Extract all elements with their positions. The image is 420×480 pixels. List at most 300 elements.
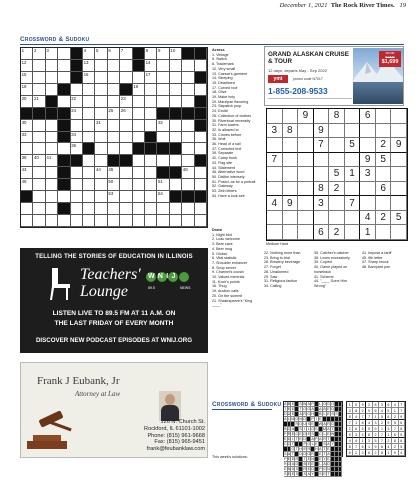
- crossword-cell[interactable]: [182, 72, 194, 84]
- crossword-cell[interactable]: [195, 132, 207, 144]
- crossword-cell[interactable]: [83, 179, 95, 191]
- crossword-cell[interactable]: [157, 48, 169, 60]
- crossword-cell[interactable]: [157, 96, 169, 108]
- crossword-cell[interactable]: [83, 132, 95, 144]
- crossword-cell[interactable]: [46, 191, 58, 203]
- crossword-cell[interactable]: [33, 72, 45, 84]
- crossword-cell[interactable]: [83, 167, 95, 179]
- crossword-cell[interactable]: [120, 143, 132, 155]
- crossword-cell[interactable]: [108, 143, 120, 155]
- crossword-cell[interactable]: [95, 84, 107, 96]
- crossword-cell[interactable]: [71, 84, 83, 96]
- crossword-cell[interactable]: [58, 72, 70, 84]
- sudoku-cell[interactable]: [391, 182, 407, 197]
- crossword-cell[interactable]: [21, 132, 33, 144]
- sudoku-cell[interactable]: [298, 138, 314, 153]
- crossword-cell[interactable]: [170, 96, 182, 108]
- lawyer-fax: Fax: (815) 965-9451: [154, 439, 205, 446]
- crossword-cell[interactable]: [182, 132, 194, 144]
- crossword-cell[interactable]: [182, 96, 194, 108]
- solution-letter: E: [327, 457, 330, 461]
- crossword-cell[interactable]: [21, 203, 33, 215]
- sudoku-cell[interactable]: [267, 138, 283, 153]
- crossword-cell[interactable]: [46, 72, 58, 84]
- crossword-cell[interactable]: [83, 120, 95, 132]
- crossword-cell[interactable]: [33, 203, 45, 215]
- crossword-cell[interactable]: [95, 167, 107, 179]
- sudoku-cell[interactable]: 9: [298, 109, 314, 124]
- sudoku-cell[interactable]: [376, 109, 392, 124]
- crossword-cell[interactable]: [120, 120, 132, 132]
- sudoku-cell[interactable]: 5: [391, 211, 407, 226]
- sudoku-cell[interactable]: [391, 124, 407, 139]
- crossword-cell[interactable]: [182, 155, 194, 167]
- crossword-cell[interactable]: [95, 108, 107, 120]
- crossword-cell[interactable]: [83, 96, 95, 108]
- lawyer-contact: [119, 419, 205, 453]
- crossword-cell[interactable]: [33, 96, 45, 108]
- crossword-cell[interactable]: [133, 108, 145, 120]
- sudoku-cell[interactable]: 9: [314, 124, 330, 139]
- crossword-cell[interactable]: [58, 215, 70, 227]
- crossword-cell[interactable]: [71, 179, 83, 191]
- crossword-cell[interactable]: [170, 132, 182, 144]
- crossword-cell[interactable]: [120, 48, 132, 60]
- crossword-cell[interactable]: [157, 120, 169, 132]
- crossword-cell[interactable]: [120, 72, 132, 84]
- lawyer-ad[interactable]: [20, 362, 208, 458]
- crossword-cell[interactable]: [145, 48, 157, 60]
- lawyer-phone[interactable]: Phone: (815) 961-9668: [147, 432, 205, 439]
- crossword-cell[interactable]: [83, 203, 95, 215]
- crossword-cell[interactable]: [46, 84, 58, 96]
- crossword-cell[interactable]: [46, 167, 58, 179]
- crossword-cell[interactable]: [133, 179, 145, 191]
- crossword-cell[interactable]: [157, 155, 169, 167]
- crossword-cell[interactable]: [108, 108, 120, 120]
- solution-sudoku-cell: 4: [399, 450, 405, 456]
- crossword-cell[interactable]: [95, 179, 107, 191]
- crossword-cell[interactable]: [21, 72, 33, 84]
- crossword-cell[interactable]: [83, 215, 95, 227]
- crossword-cell[interactable]: [195, 84, 207, 96]
- clue-item: 14. Sleeping: [212, 76, 233, 81]
- crossword-cell[interactable]: [133, 120, 145, 132]
- crossword-cell[interactable]: [46, 203, 58, 215]
- crossword-cell[interactable]: [71, 203, 83, 215]
- crossword-cell[interactable]: [133, 215, 145, 227]
- crossword-cell[interactable]: [33, 143, 45, 155]
- crossword-cell[interactable]: [46, 215, 58, 227]
- crossword-cell[interactable]: [182, 167, 194, 179]
- sudoku-cell[interactable]: [314, 167, 330, 182]
- sudoku-cell[interactable]: [298, 225, 314, 240]
- crossword-cell[interactable]: [33, 84, 45, 96]
- crossword-cell[interactable]: [21, 84, 33, 96]
- sudoku-cell[interactable]: [360, 182, 376, 197]
- sudoku-cell[interactable]: [267, 109, 283, 124]
- crossword-cell[interactable]: [108, 96, 120, 108]
- header-paper: The Rock River Times.: [330, 2, 395, 9]
- crossword-cell[interactable]: [133, 203, 145, 215]
- crossword-cell[interactable]: [195, 203, 207, 215]
- crossword-cell[interactable]: [95, 72, 107, 84]
- solution-letter: B: [287, 402, 291, 406]
- crossword-cell[interactable]: [182, 143, 194, 155]
- solution-sudoku-cell: 9: [360, 402, 366, 408]
- crossword-cell[interactable]: [58, 143, 70, 155]
- sudoku-cell[interactable]: 7: [267, 153, 283, 168]
- sudoku-cell[interactable]: 9: [391, 138, 407, 153]
- crossword-cell[interactable]: [170, 120, 182, 132]
- crossword-cell[interactable]: [21, 155, 33, 167]
- crossword-cell[interactable]: [170, 179, 182, 191]
- crossword-cell[interactable]: [133, 72, 145, 84]
- crossword-cell[interactable]: [71, 96, 83, 108]
- crossword-cell[interactable]: [95, 120, 107, 132]
- crossword-cell[interactable]: [170, 155, 182, 167]
- crossword-cell[interactable]: [95, 203, 107, 215]
- sudoku-cell[interactable]: [267, 225, 283, 240]
- crossword-cell[interactable]: [195, 60, 207, 72]
- solution-letter: A: [291, 427, 295, 431]
- crossword-cell[interactable]: [95, 215, 107, 227]
- crossword-cell[interactable]: [21, 48, 33, 60]
- crossword-cell[interactable]: [83, 60, 95, 72]
- crossword-cell[interactable]: [71, 108, 83, 120]
- crossword-cell[interactable]: [170, 48, 182, 60]
- crossword-cell[interactable]: [108, 72, 120, 84]
- crossword-cell[interactable]: [120, 96, 132, 108]
- crossword-cell[interactable]: [83, 191, 95, 203]
- crossword-cell-number: 14: [145, 59, 151, 65]
- crossword-cell[interactable]: [108, 191, 120, 203]
- sudoku-cell[interactable]: [267, 167, 283, 182]
- sudoku-cell[interactable]: 2: [329, 182, 345, 197]
- crossword-cell[interactable]: [182, 179, 194, 191]
- crossword-cell[interactable]: [133, 132, 145, 144]
- crossword-cell[interactable]: [33, 48, 45, 60]
- crossword-cell[interactable]: [33, 215, 45, 227]
- crossword-cell[interactable]: [108, 84, 120, 96]
- clue-item: 43. Flag site: [212, 160, 233, 165]
- crossword-cell[interactable]: [108, 215, 120, 227]
- solution-letter: N: [287, 467, 291, 471]
- crossword-cell[interactable]: [71, 167, 83, 179]
- crossword-cell[interactable]: [157, 60, 169, 72]
- sudoku-cell[interactable]: 6: [376, 182, 392, 197]
- crossword-cell[interactable]: [145, 60, 157, 72]
- sudoku-cell[interactable]: 1: [345, 167, 361, 182]
- sudoku-cell[interactable]: [391, 167, 407, 182]
- crossword-cell[interactable]: [71, 132, 83, 144]
- solution-letter: O: [287, 442, 291, 446]
- solution-letter: T: [291, 442, 294, 446]
- crossword-cell[interactable]: [33, 155, 45, 167]
- clue-item: 42. Camp bunk: [212, 156, 238, 161]
- sudoku-cell[interactable]: [360, 138, 376, 153]
- crossword-cell[interactable]: [182, 203, 194, 215]
- sudoku-cell[interactable]: 9: [360, 153, 376, 168]
- crossword-cell[interactable]: [71, 215, 83, 227]
- crossword-black-cell: [195, 108, 207, 120]
- crossword-cell[interactable]: [145, 179, 157, 191]
- crossword-cell[interactable]: [170, 84, 182, 96]
- crossword-cell[interactable]: [33, 191, 45, 203]
- sudoku-cell[interactable]: [376, 225, 392, 240]
- crossword-cell[interactable]: [170, 215, 182, 227]
- crossword-cell[interactable]: [170, 60, 182, 72]
- sudoku-cell[interactable]: [283, 211, 299, 226]
- crossword-cell[interactable]: [195, 215, 207, 227]
- solution-letter: E: [291, 407, 295, 411]
- sudoku-cell[interactable]: [283, 225, 299, 240]
- sudoku-cell[interactable]: 2: [376, 211, 392, 226]
- sudoku-cell[interactable]: [298, 196, 314, 211]
- sudoku-cell[interactable]: 3: [314, 196, 330, 211]
- crossword-cell[interactable]: [108, 167, 120, 179]
- crossword-cell[interactable]: [133, 167, 145, 179]
- crossword-cell[interactable]: [120, 108, 132, 120]
- crossword-cell[interactable]: [145, 96, 157, 108]
- crossword-cell[interactable]: [108, 132, 120, 144]
- crossword-cell[interactable]: [195, 179, 207, 191]
- sudoku-cell[interactable]: 2: [376, 138, 392, 153]
- crossword-cell[interactable]: [46, 179, 58, 191]
- crossword-cell[interactable]: [58, 191, 70, 203]
- sudoku-cell[interactable]: [329, 211, 345, 226]
- crossword-cell[interactable]: [58, 60, 70, 72]
- sudoku-cell[interactable]: [329, 196, 345, 211]
- crossword-cell[interactable]: [157, 215, 169, 227]
- crossword-cell[interactable]: [108, 60, 120, 72]
- crossword-cell[interactable]: [83, 48, 95, 60]
- sudoku-cell[interactable]: 6: [314, 225, 330, 240]
- sudoku-cell[interactable]: [314, 153, 330, 168]
- crossword-cell[interactable]: [157, 84, 169, 96]
- crossword-cell[interactable]: [71, 143, 83, 155]
- crossword-cell[interactable]: [21, 215, 33, 227]
- crossword-cell[interactable]: [58, 96, 70, 108]
- crossword-cell[interactable]: [33, 132, 45, 144]
- sudoku-cell[interactable]: [298, 211, 314, 226]
- crossword-cell[interactable]: [195, 167, 207, 179]
- crossword-cell[interactable]: [108, 203, 120, 215]
- sudoku-cell[interactable]: [283, 109, 299, 124]
- sudoku-cell[interactable]: [298, 167, 314, 182]
- crossword-cell[interactable]: [33, 60, 45, 72]
- crossword-cell[interactable]: [108, 179, 120, 191]
- crossword-cell[interactable]: [133, 191, 145, 203]
- crossword-cell[interactable]: [170, 203, 182, 215]
- sudoku-cell[interactable]: 8: [283, 124, 299, 139]
- crossword-cell[interactable]: [46, 48, 58, 60]
- sudoku-cell[interactable]: [345, 153, 361, 168]
- sudoku-cell[interactable]: [376, 124, 392, 139]
- crossword-cell[interactable]: [145, 167, 157, 179]
- crossword-cell[interactable]: [21, 179, 33, 191]
- crossword-cell[interactable]: [58, 48, 70, 60]
- sudoku-cell[interactable]: [376, 196, 392, 211]
- crossword-cell[interactable]: [95, 155, 107, 167]
- crossword-cell[interactable]: [21, 167, 33, 179]
- lawyer-email[interactable]: frank@feubanklaw.com: [146, 446, 205, 453]
- crossword-cell-number: 39: [21, 155, 27, 161]
- crossword-cell[interactable]: [157, 179, 169, 191]
- crossword-cell[interactable]: [108, 120, 120, 132]
- crossword-cell[interactable]: [33, 167, 45, 179]
- crossword-cell[interactable]: [145, 203, 157, 215]
- solution-letter: C: [284, 442, 287, 446]
- sudoku-cell[interactable]: [391, 153, 407, 168]
- solution-sudoku-cell: 9: [386, 420, 392, 426]
- sudoku-cell[interactable]: [283, 153, 299, 168]
- crossword-cell[interactable]: [120, 167, 132, 179]
- sudoku-cell[interactable]: 7: [345, 196, 361, 211]
- crossword-cell[interactable]: [182, 84, 194, 96]
- crossword-cell[interactable]: [182, 60, 194, 72]
- crossword-cell[interactable]: [182, 120, 194, 132]
- crossword-cell[interactable]: [46, 143, 58, 155]
- sudoku-cell[interactable]: [391, 109, 407, 124]
- crossword-cell[interactable]: [145, 155, 157, 167]
- sudoku-cell[interactable]: [267, 211, 283, 226]
- crossword-cell[interactable]: [83, 72, 95, 84]
- sudoku-cell[interactable]: [329, 153, 345, 168]
- sudoku-cell[interactable]: 9: [283, 196, 299, 211]
- crossword-cell[interactable]: [108, 48, 120, 60]
- crossword-cell[interactable]: [133, 96, 145, 108]
- solution-sudoku-cell: 6: [399, 438, 405, 444]
- sudoku-cell[interactable]: [345, 225, 361, 240]
- sudoku-cell[interactable]: 6: [360, 109, 376, 124]
- tl-discover-line[interactable]: DISCOVER NEW PODCAST EPISODES AT WNIJ.ORG: [35, 337, 193, 344]
- crossword-black-cell: [182, 48, 194, 60]
- sudoku-cell[interactable]: 1: [360, 225, 376, 240]
- crossword-cell[interactable]: [83, 84, 95, 96]
- sudoku-cell[interactable]: [345, 109, 361, 124]
- travel-ad[interactable]: [264, 46, 404, 106]
- crossword-cell[interactable]: [95, 60, 107, 72]
- crossword-cell[interactable]: [83, 108, 95, 120]
- sudoku-cell[interactable]: [329, 138, 345, 153]
- sudoku-cell[interactable]: [314, 211, 330, 226]
- sudoku-cell[interactable]: 5: [329, 167, 345, 182]
- crossword-cell[interactable]: [120, 215, 132, 227]
- solution-letter: R: [284, 462, 287, 466]
- crossword-cell[interactable]: [95, 96, 107, 108]
- sudoku-cell[interactable]: [345, 182, 361, 197]
- crossword-cell[interactable]: [21, 96, 33, 108]
- crossword-cell[interactable]: [83, 155, 95, 167]
- crossword-cell[interactable]: [46, 60, 58, 72]
- sudoku-cell[interactable]: [283, 167, 299, 182]
- crossword-cell[interactable]: [133, 84, 145, 96]
- sudoku-cell[interactable]: 5: [345, 138, 361, 153]
- sudoku-cell[interactable]: 2: [329, 225, 345, 240]
- sudoku-cell[interactable]: [345, 211, 361, 226]
- sudoku-cell[interactable]: [376, 167, 392, 182]
- sudoku-cell[interactable]: [298, 153, 314, 168]
- crossword-cell[interactable]: [21, 143, 33, 155]
- sudoku-cell[interactable]: 8: [314, 182, 330, 197]
- sudoku-cell[interactable]: [391, 196, 407, 211]
- crossword-cell[interactable]: [21, 120, 33, 132]
- crossword-cell[interactable]: [95, 48, 107, 60]
- sudoku-cell[interactable]: [360, 196, 376, 211]
- crossword-cell[interactable]: [120, 179, 132, 191]
- crossword-cell[interactable]: [46, 120, 58, 132]
- sudoku-cell[interactable]: [391, 225, 407, 240]
- crossword-cell[interactable]: [145, 191, 157, 203]
- crossword-cell[interactable]: [120, 132, 132, 144]
- crossword-cell[interactable]: [157, 132, 169, 144]
- sudoku-cell[interactable]: 3: [267, 124, 283, 139]
- crossword-cell[interactable]: [120, 191, 132, 203]
- crossword-cell[interactable]: [145, 84, 157, 96]
- crossword-cell[interactable]: [195, 143, 207, 155]
- crossword-cell[interactable]: [133, 155, 145, 167]
- clue-item: 35. Wolf: [212, 137, 226, 142]
- crossword-cell[interactable]: [170, 72, 182, 84]
- teachers-lounge-ad[interactable]: [20, 248, 208, 353]
- sudoku-cell[interactable]: [314, 109, 330, 124]
- sudoku-cell[interactable]: 8: [329, 109, 345, 124]
- crossword-cell[interactable]: [145, 120, 157, 132]
- crossword-cell[interactable]: [157, 203, 169, 215]
- crossword-cell[interactable]: [33, 179, 45, 191]
- crossword-cell[interactable]: [95, 191, 107, 203]
- crossword-cell[interactable]: [46, 155, 58, 167]
- crossword-cell[interactable]: [145, 72, 157, 84]
- sudoku-cell[interactable]: 5: [376, 153, 392, 168]
- sudoku-cell[interactable]: [360, 124, 376, 139]
- solution-letter: A: [291, 462, 295, 466]
- crossword-cell[interactable]: [71, 191, 83, 203]
- sudoku-cell[interactable]: 4: [360, 211, 376, 226]
- crossword-cell[interactable]: [33, 120, 45, 132]
- sudoku-cell[interactable]: 3: [360, 167, 376, 182]
- sudoku-cell[interactable]: [298, 124, 314, 139]
- travel-phone[interactable]: 1-855-208-9533: [268, 86, 328, 96]
- sudoku-cell[interactable]: [345, 124, 361, 139]
- crossword-cell[interactable]: [71, 120, 83, 132]
- crossword-cell[interactable]: [145, 215, 157, 227]
- sudoku-cell[interactable]: [283, 182, 299, 197]
- crossword-cell[interactable]: [182, 215, 194, 227]
- crossword-cell[interactable]: [157, 191, 169, 203]
- crossword-cell[interactable]: [120, 60, 132, 72]
- crossword-cell[interactable]: [95, 132, 107, 144]
- sudoku-cell[interactable]: [298, 182, 314, 197]
- crossword-cell[interactable]: [95, 143, 107, 155]
- sudoku-cell[interactable]: [267, 182, 283, 197]
- sudoku-cell[interactable]: [329, 124, 345, 139]
- solution-letter: E: [311, 462, 314, 466]
- sudoku-cell[interactable]: [283, 138, 299, 153]
- solution-letter: A: [319, 437, 322, 441]
- crossword-cell[interactable]: [145, 108, 157, 120]
- crossword-cell[interactable]: [21, 60, 33, 72]
- crossword-cell-number: 40: [33, 155, 39, 161]
- crossword-cell[interactable]: [120, 203, 132, 215]
- crossword-cell[interactable]: [157, 72, 169, 84]
- solution-letter: T: [323, 447, 326, 451]
- sudoku-cell[interactable]: 4: [267, 196, 283, 211]
- crossword-cell[interactable]: [46, 132, 58, 144]
- solution-letter: P: [319, 467, 322, 471]
- sudoku-cell[interactable]: 7: [314, 138, 330, 153]
